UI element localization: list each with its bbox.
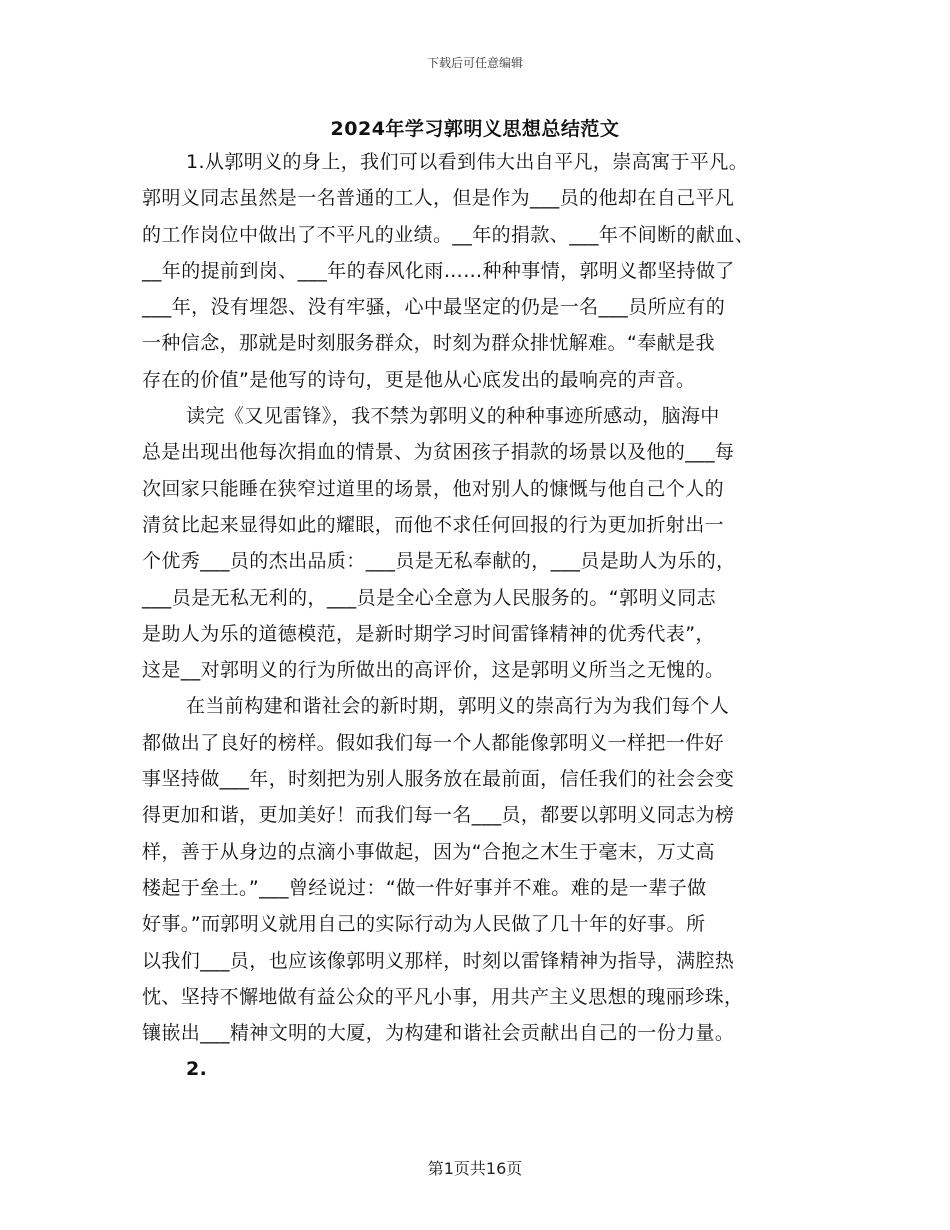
paragraph-1-line-6: 一种信念，那就是时刻服务群众，时刻为群众排忧解难。“奉献是我 <box>142 332 715 355</box>
paragraph-2-line-3: 次回家只能睡在狭窄过道里的场景，他对别人的慷慨与他自己个人的 <box>142 477 725 500</box>
paragraph-1-line-5: ___年，没有埋怨、没有牢骚，心中最坚定的仍是一名___员所应有的 <box>142 296 726 319</box>
paragraph-3-line-1: 在当前构建和谐社会的新时期，郭明义的崇高行为为我们每个人 <box>186 695 730 718</box>
paragraph-2-line-7: 是助人为乐的道德模范，是新时期学习时间雷锋精神的优秀代表”， <box>142 622 715 645</box>
paragraph-3-line-10: 镶嵌出___精神文明的大厦，为构建和谐社会贡献出自己的一份力量。 <box>142 1022 735 1045</box>
document-body <box>142 144 822 1088</box>
paragraph-2-line-2: 总是出现出他每次捐血的情景、为贫困孩子捐款的场景以及他的___每 <box>142 441 735 464</box>
paragraph-1-line-4: __年的提前到岗、___年的春风化雨……种种事情，郭明义都坚持做了 <box>142 259 735 282</box>
paragraph-1-line-1: 1.从郭明义的身上，我们可以看到伟大出自平凡，崇高寓于平凡。 <box>186 151 749 173</box>
paragraph-3-line-4: 得更加和谐，更加美好！而我们每一名___员，都要以郭明义同志为榜 <box>142 804 735 827</box>
paragraph-3-line-2: 都做出了良好的榜样。假如我们每一个人都能像郭明义一样把一件好 <box>142 731 725 754</box>
paragraph-2-line-6: ___员是无私无利的，___员是全心全意为人民服务的。“郭明义同志 <box>142 586 717 609</box>
paragraph-3-line-6: 楼起于垒土。”___曾经说过：“做一件好事并不难。难的是一辈子做 <box>142 876 707 899</box>
page-header: 下载后可任意编辑 <box>426 56 523 70</box>
paragraph-2-line-4: 清贫比起来显得如此的耀眼，而他不求任何回报的行为更加折射出一 <box>142 513 725 536</box>
paragraph-1-line-3: 的工作岗位中做出了不平凡的业绩。__年的捐款、___年不间断的献血、 <box>142 223 755 246</box>
paragraph-1-line-2: 郭明义同志虽然是一名普通的工人，但是作为___员的他却在自己平凡 <box>142 187 735 210</box>
paragraph-3-line-7: 好事。”而郭明义就用自己的实际行动为人民做了几十年的好事。所 <box>142 913 706 936</box>
section-2-heading: 2. <box>186 1058 208 1081</box>
paragraph-3-line-9: 忱、坚持不懈地做有益公众的平凡小事，用共产主义思想的瑰丽珍珠， <box>142 985 744 1008</box>
paragraph-3-line-3: 事坚持做___年，时刻把为别人服务放在最前面，信任我们的社会会变 <box>142 768 735 791</box>
document-title: 2024年学习郭明义思想总结范文 <box>330 118 620 140</box>
paragraph-2-line-1: 读完《又见雷锋》，我不禁为郭明义的种种事迹所感动，脑海中 <box>186 405 720 428</box>
paragraph-2-line-8: 这是__对郭明义的行为所做出的高评价，这是郭明义所当之无愧的。 <box>142 659 725 682</box>
page-number: 第1页共16页 <box>427 1159 523 1178</box>
paragraph-2-line-5: 个优秀___员的杰出品质：___员是无私奉献的，___员是助人为乐的， <box>142 550 736 573</box>
paragraph-3-line-5: 样，善于从身边的点滴小事做起，因为“合抱之木生于毫末，万丈高 <box>142 840 715 863</box>
paragraph-3-line-8: 以我们___员，也应该像郭明义那样，时刻以雷锋精神为指导，满腔热 <box>142 949 735 972</box>
paragraph-1-line-7: 存在的价值”是他写的诗句，更是他从心底发出的最响亮的声音。 <box>142 368 696 391</box>
